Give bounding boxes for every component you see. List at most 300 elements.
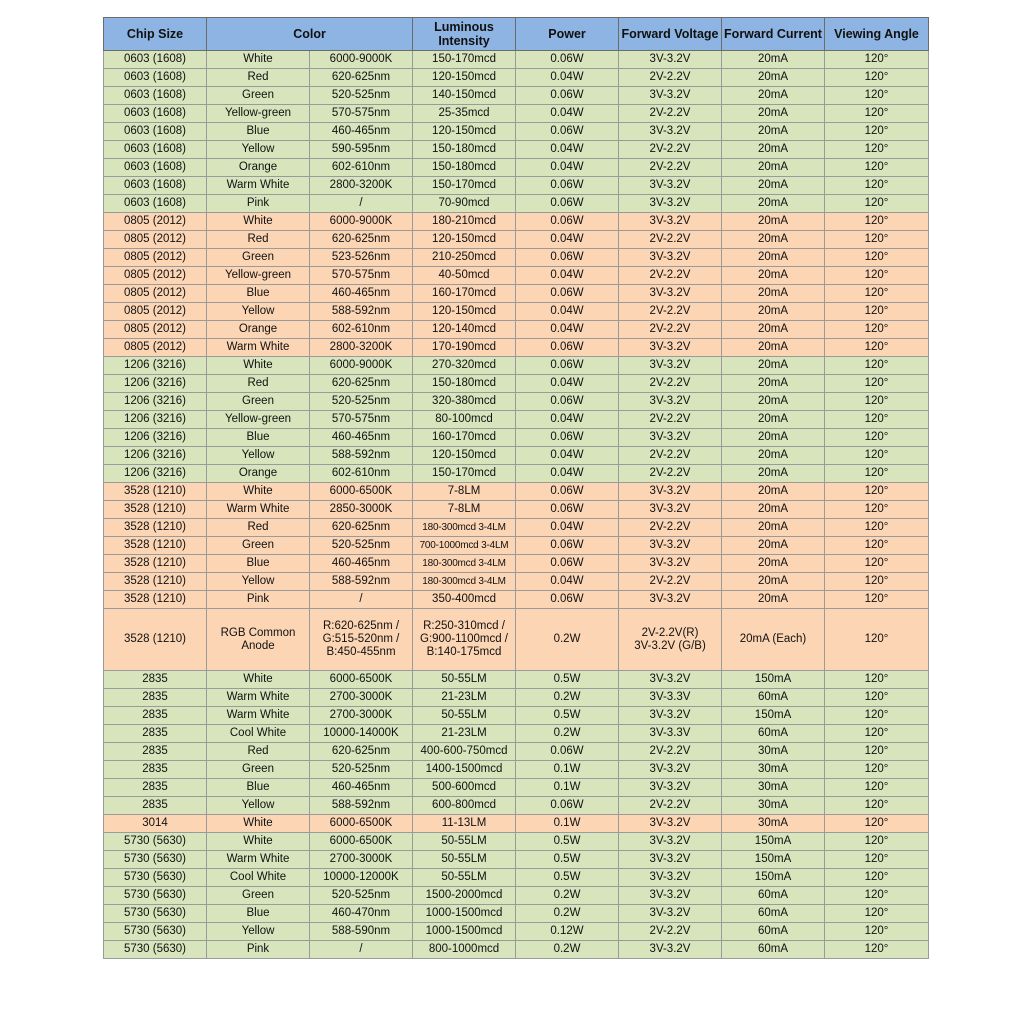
color-name-cell: Yellow xyxy=(207,797,310,815)
viewing-angle-cell: 120° xyxy=(825,887,929,905)
power-cell: 0.5W xyxy=(516,851,619,869)
color-name-cell: Cool White xyxy=(207,725,310,743)
power-cell: 0.06W xyxy=(516,429,619,447)
forward-current-cell: 150mA xyxy=(722,869,825,887)
table-row xyxy=(104,941,929,959)
header-luminous-intensity-label: Luminous Intensity xyxy=(434,20,494,48)
forward-current-cell: 20mA xyxy=(722,375,825,393)
color-name-cell: Red xyxy=(207,69,310,87)
viewing-angle-cell: 120° xyxy=(825,51,929,69)
luminous-intensity-cell: 11-13LM xyxy=(413,815,516,833)
color-spec-cell: 10000-12000K xyxy=(310,869,413,887)
forward-voltage-cell: 3V-3.2V xyxy=(619,87,722,105)
color-name-cell: Red xyxy=(207,231,310,249)
viewing-angle-cell: 120° xyxy=(825,339,929,357)
power-cell: 0.5W xyxy=(516,869,619,887)
power-cell: 0.04W xyxy=(516,267,619,285)
table-row xyxy=(104,573,929,591)
forward-voltage-cell: 3V-3.2V xyxy=(619,285,722,303)
forward-current-cell: 30mA xyxy=(722,743,825,761)
power-cell: 0.06W xyxy=(516,177,619,195)
color-spec-cell: 2700-3000K xyxy=(310,851,413,869)
forward-voltage-cell: 3V-3.2V xyxy=(619,339,722,357)
power-cell: 0.06W xyxy=(516,483,619,501)
luminous-intensity-cell: 120-150mcd xyxy=(413,447,516,465)
table-row xyxy=(104,519,929,537)
luminous-intensity-cell: 150-180mcd xyxy=(413,141,516,159)
luminous-intensity-cell: 160-170mcd xyxy=(413,429,516,447)
color-name-cell: Yellow-green xyxy=(207,411,310,429)
forward-voltage-cell: 3V-3.2V xyxy=(619,357,722,375)
forward-voltage-cell: 2V-2.2V xyxy=(619,105,722,123)
luminous-intensity-cell: 120-150mcd xyxy=(413,231,516,249)
forward-voltage-cell: 3V-3.2V xyxy=(619,707,722,725)
table-row xyxy=(104,833,929,851)
power-cell: 0.04W xyxy=(516,519,619,537)
color-spec-cell: 6000-6500K xyxy=(310,483,413,501)
viewing-angle-cell: 120° xyxy=(825,267,929,285)
luminous-intensity-cell: 25-35mcd xyxy=(413,105,516,123)
color-spec-cell: 588-592nm xyxy=(310,303,413,321)
forward-current-cell: 20mA xyxy=(722,123,825,141)
chip-size-cell: 1206 (3216) xyxy=(104,429,207,447)
table-row xyxy=(104,303,929,321)
power-cell: 0.06W xyxy=(516,555,619,573)
viewing-angle-cell: 120° xyxy=(825,321,929,339)
viewing-angle-cell: 120° xyxy=(825,159,929,177)
chip-size-cell: 3528 (1210) xyxy=(104,555,207,573)
luminous-intensity-cell: 1000-1500mcd xyxy=(413,923,516,941)
luminous-intensity-cell: 80-100mcd xyxy=(413,411,516,429)
forward-voltage-cell: 2V-2.2V xyxy=(619,303,722,321)
forward-current-cell: 20mA xyxy=(722,213,825,231)
color-name-cell: Orange xyxy=(207,465,310,483)
color-name-cell: Green xyxy=(207,393,310,411)
color-name-cell: Blue xyxy=(207,285,310,303)
luminous-intensity-cell: 320-380mcd xyxy=(413,393,516,411)
chip-size-cell: 0603 (1608) xyxy=(104,123,207,141)
forward-current-cell: 150mA xyxy=(722,707,825,725)
luminous-intensity-cell: 50-55LM xyxy=(413,671,516,689)
power-cell: 0.04W xyxy=(516,141,619,159)
forward-voltage-cell: 2V-2.2V xyxy=(619,447,722,465)
viewing-angle-cell: 120° xyxy=(825,69,929,87)
chip-size-cell: 5730 (5630) xyxy=(104,905,207,923)
luminous-intensity-cell: 180-300mcd 3-4LM xyxy=(413,555,516,573)
color-spec-cell: 620-625nm xyxy=(310,69,413,87)
color-name-cell: Warm White xyxy=(207,177,310,195)
viewing-angle-cell: 120° xyxy=(825,519,929,537)
table-row xyxy=(104,87,929,105)
forward-voltage-cell: 2V-2.2V xyxy=(619,375,722,393)
color-name-cell: Green xyxy=(207,761,310,779)
viewing-angle-cell: 120° xyxy=(825,195,929,213)
luminous-intensity-cell: 21-23LM xyxy=(413,725,516,743)
table-row xyxy=(104,869,929,887)
viewing-angle-cell: 120° xyxy=(825,429,929,447)
color-name-cell: White xyxy=(207,483,310,501)
forward-voltage-cell: 3V-3.2V xyxy=(619,671,722,689)
table-row xyxy=(104,339,929,357)
forward-voltage-cell: 3V-3.2V xyxy=(619,501,722,519)
forward-current-cell: 20mA xyxy=(722,303,825,321)
table-row xyxy=(104,887,929,905)
table-row xyxy=(104,555,929,573)
color-spec-cell: 588-592nm xyxy=(310,797,413,815)
chip-size-cell: 2835 xyxy=(104,725,207,743)
forward-current-cell: 20mA xyxy=(722,447,825,465)
forward-voltage-cell: 3V-3.2V xyxy=(619,123,722,141)
color-name-cell: Pink xyxy=(207,195,310,213)
luminous-intensity-cell: 400-600-750mcd xyxy=(413,743,516,761)
color-name-cell: Warm White xyxy=(207,501,310,519)
forward-voltage-cell: 3V-3.2V xyxy=(619,815,722,833)
forward-current-cell: 60mA xyxy=(722,923,825,941)
power-cell: 0.1W xyxy=(516,779,619,797)
chip-size-cell: 0805 (2012) xyxy=(104,231,207,249)
color-spec-cell: 460-465nm xyxy=(310,779,413,797)
table-row xyxy=(104,429,929,447)
luminous-intensity-cell: 21-23LM xyxy=(413,689,516,707)
color-name-cell: Cool White xyxy=(207,869,310,887)
color-name-cell: Yellow xyxy=(207,447,310,465)
color-name-cell: Orange xyxy=(207,321,310,339)
viewing-angle-cell: 120° xyxy=(825,213,929,231)
power-cell: 0.2W xyxy=(516,609,619,671)
table-row xyxy=(104,357,929,375)
viewing-angle-cell: 120° xyxy=(825,689,929,707)
forward-current-cell: 150mA xyxy=(722,851,825,869)
color-name-cell: Blue xyxy=(207,555,310,573)
color-spec-cell: 570-575nm xyxy=(310,267,413,285)
power-cell: 0.06W xyxy=(516,501,619,519)
chip-size-cell: 5730 (5630) xyxy=(104,851,207,869)
power-cell: 0.5W xyxy=(516,707,619,725)
forward-current-cell: 20mA xyxy=(722,465,825,483)
table-row xyxy=(104,465,929,483)
power-cell: 0.06W xyxy=(516,195,619,213)
table-row xyxy=(104,375,929,393)
power-cell: 0.5W xyxy=(516,671,619,689)
power-cell: 0.1W xyxy=(516,761,619,779)
forward-voltage-cell: 2V-2.2V xyxy=(619,743,722,761)
forward-current-cell: 30mA xyxy=(722,815,825,833)
color-name-cell: White xyxy=(207,357,310,375)
power-cell: 0.2W xyxy=(516,689,619,707)
header-chip-size: Chip Size xyxy=(104,18,207,51)
forward-voltage-cell: 3V-3.3V xyxy=(619,725,722,743)
color-name-cell: Red xyxy=(207,519,310,537)
color-spec-cell: 6000-6500K xyxy=(310,671,413,689)
forward-current-cell: 20mA xyxy=(722,321,825,339)
table-row xyxy=(104,923,929,941)
chip-size-cell: 1206 (3216) xyxy=(104,357,207,375)
power-cell: 0.06W xyxy=(516,213,619,231)
chip-size-cell: 3528 (1210) xyxy=(104,573,207,591)
luminous-intensity-cell: 40-50mcd xyxy=(413,267,516,285)
viewing-angle-cell: 120° xyxy=(825,375,929,393)
power-cell: 0.06W xyxy=(516,123,619,141)
forward-current-cell: 30mA xyxy=(722,779,825,797)
luminous-intensity-cell: 500-600mcd xyxy=(413,779,516,797)
luminous-intensity-cell: 1000-1500mcd xyxy=(413,905,516,923)
color-spec-cell: 460-465nm xyxy=(310,123,413,141)
power-cell: 0.04W xyxy=(516,465,619,483)
luminous-intensity-cell: 350-400mcd xyxy=(413,591,516,609)
table-row xyxy=(104,779,929,797)
power-cell: 0.06W xyxy=(516,393,619,411)
color-name-cell: Pink xyxy=(207,941,310,959)
viewing-angle-cell: 120° xyxy=(825,761,929,779)
forward-voltage-cell: 3V-3.2V xyxy=(619,177,722,195)
forward-current-cell: 20mA xyxy=(722,159,825,177)
luminous-intensity-cell: 120-150mcd xyxy=(413,303,516,321)
forward-voltage-cell: 2V-2.2V xyxy=(619,519,722,537)
chip-size-cell: 5730 (5630) xyxy=(104,869,207,887)
table-row xyxy=(104,609,929,671)
power-cell: 0.06W xyxy=(516,743,619,761)
table-row xyxy=(104,591,929,609)
forward-current-cell: 20mA xyxy=(722,357,825,375)
luminous-intensity-cell: R:250-310mcd / G:900-1100mcd / B:140-175mcd xyxy=(413,609,516,671)
color-spec-cell: 570-575nm xyxy=(310,411,413,429)
chip-size-cell: 5730 (5630) xyxy=(104,833,207,851)
luminous-intensity-cell: 800-1000mcd xyxy=(413,941,516,959)
table-row xyxy=(104,707,929,725)
luminous-intensity-cell: 150-170mcd xyxy=(413,465,516,483)
viewing-angle-cell: 120° xyxy=(825,815,929,833)
chip-size-cell: 1206 (3216) xyxy=(104,465,207,483)
viewing-angle-cell: 120° xyxy=(825,87,929,105)
table-row xyxy=(104,815,929,833)
viewing-angle-cell: 120° xyxy=(825,141,929,159)
forward-voltage-cell: 3V-3.2V xyxy=(619,555,722,573)
power-cell: 0.04W xyxy=(516,375,619,393)
color-spec-cell: / xyxy=(310,941,413,959)
color-name-cell: Warm White xyxy=(207,851,310,869)
chip-size-cell: 3014 xyxy=(104,815,207,833)
luminous-intensity-cell: 50-55LM xyxy=(413,869,516,887)
forward-current-cell: 20mA xyxy=(722,555,825,573)
color-name-cell: Warm White xyxy=(207,339,310,357)
luminous-intensity-cell: 50-55LM xyxy=(413,707,516,725)
forward-voltage-cell: 3V-3.2V xyxy=(619,249,722,267)
forward-voltage-cell: 2V-2.2V xyxy=(619,141,722,159)
forward-current-cell: 30mA xyxy=(722,761,825,779)
color-name-cell: Green xyxy=(207,249,310,267)
color-spec-cell: 520-525nm xyxy=(310,887,413,905)
chip-size-cell: 0805 (2012) xyxy=(104,303,207,321)
forward-current-cell: 20mA xyxy=(722,105,825,123)
forward-voltage-cell: 3V-3.2V xyxy=(619,761,722,779)
color-name-cell: White xyxy=(207,213,310,231)
power-cell: 0.04W xyxy=(516,69,619,87)
header-row xyxy=(104,18,929,51)
luminous-intensity-cell: 70-90mcd xyxy=(413,195,516,213)
table-row xyxy=(104,123,929,141)
color-spec-cell: 602-610nm xyxy=(310,465,413,483)
viewing-angle-cell: 120° xyxy=(825,591,929,609)
color-name-cell: Blue xyxy=(207,429,310,447)
power-cell: 0.06W xyxy=(516,797,619,815)
chip-size-cell: 0603 (1608) xyxy=(104,87,207,105)
table-row xyxy=(104,51,929,69)
table-body xyxy=(104,51,929,959)
luminous-intensity-cell: 180-210mcd xyxy=(413,213,516,231)
table-row xyxy=(104,761,929,779)
viewing-angle-cell: 120° xyxy=(825,411,929,429)
forward-voltage-cell: 2V-2.2V xyxy=(619,231,722,249)
forward-current-cell: 20mA xyxy=(722,267,825,285)
luminous-intensity-cell: 160-170mcd xyxy=(413,285,516,303)
power-cell: 0.2W xyxy=(516,725,619,743)
chip-size-cell: 1206 (3216) xyxy=(104,411,207,429)
power-cell: 0.12W xyxy=(516,923,619,941)
forward-voltage-cell: 3V-3.2V xyxy=(619,483,722,501)
table-row xyxy=(104,689,929,707)
color-spec-cell: 6000-9000K xyxy=(310,213,413,231)
color-name-cell: Green xyxy=(207,87,310,105)
color-spec-cell: 2700-3000K xyxy=(310,707,413,725)
color-name-cell: Blue xyxy=(207,123,310,141)
chip-size-cell: 2835 xyxy=(104,671,207,689)
table-row xyxy=(104,141,929,159)
luminous-intensity-cell: 140-150mcd xyxy=(413,87,516,105)
forward-current-cell: 60mA xyxy=(722,905,825,923)
color-spec-cell: R:620-625nm / G:515-520nm / B:450-455nm xyxy=(310,609,413,671)
forward-voltage-cell: 2V-2.2V xyxy=(619,411,722,429)
table-row xyxy=(104,69,929,87)
viewing-angle-cell: 120° xyxy=(825,231,929,249)
color-spec-cell: 620-625nm xyxy=(310,519,413,537)
power-cell: 0.06W xyxy=(516,249,619,267)
color-name-cell: Green xyxy=(207,537,310,555)
color-spec-cell: 520-525nm xyxy=(310,393,413,411)
viewing-angle-cell: 120° xyxy=(825,725,929,743)
viewing-angle-cell: 120° xyxy=(825,249,929,267)
forward-voltage-cell: 3V-3.2V xyxy=(619,779,722,797)
header-forward-current: Forward Current xyxy=(722,18,825,51)
chip-size-cell: 3528 (1210) xyxy=(104,519,207,537)
chip-size-cell: 1206 (3216) xyxy=(104,447,207,465)
power-cell: 0.06W xyxy=(516,285,619,303)
viewing-angle-cell: 120° xyxy=(825,743,929,761)
forward-voltage-cell: 2V-2.2V(R) 3V-3.2V (G/B) xyxy=(619,609,722,671)
color-spec-cell: 520-525nm xyxy=(310,537,413,555)
chip-size-cell: 0805 (2012) xyxy=(104,267,207,285)
forward-current-cell: 150mA xyxy=(722,833,825,851)
viewing-angle-cell: 120° xyxy=(825,177,929,195)
viewing-angle-cell: 120° xyxy=(825,537,929,555)
forward-current-cell: 20mA xyxy=(722,537,825,555)
color-name-cell: Warm White xyxy=(207,707,310,725)
color-spec-cell: 2800-3200K xyxy=(310,177,413,195)
forward-current-cell: 20mA xyxy=(722,285,825,303)
viewing-angle-cell: 120° xyxy=(825,105,929,123)
viewing-angle-cell: 120° xyxy=(825,905,929,923)
table-row xyxy=(104,537,929,555)
table-row xyxy=(104,671,929,689)
power-cell: 0.06W xyxy=(516,537,619,555)
forward-current-cell: 20mA xyxy=(722,249,825,267)
forward-current-cell: 60mA xyxy=(722,887,825,905)
viewing-angle-cell: 120° xyxy=(825,869,929,887)
color-spec-cell: 588-590nm xyxy=(310,923,413,941)
chip-size-cell: 0805 (2012) xyxy=(104,249,207,267)
chip-size-cell: 0603 (1608) xyxy=(104,105,207,123)
viewing-angle-cell: 120° xyxy=(825,851,929,869)
power-cell: 0.06W xyxy=(516,339,619,357)
power-cell: 0.04W xyxy=(516,321,619,339)
luminous-intensity-cell: 150-180mcd xyxy=(413,375,516,393)
viewing-angle-cell: 120° xyxy=(825,303,929,321)
color-spec-cell: 460-470nm xyxy=(310,905,413,923)
color-name-cell: Yellow xyxy=(207,303,310,321)
power-cell: 0.06W xyxy=(516,357,619,375)
table-row xyxy=(104,195,929,213)
color-spec-cell: 2700-3000K xyxy=(310,689,413,707)
luminous-intensity-cell: 210-250mcd xyxy=(413,249,516,267)
luminous-intensity-cell: 180-300mcd 3-4LM xyxy=(413,519,516,537)
viewing-angle-cell: 120° xyxy=(825,501,929,519)
forward-current-cell: 20mA xyxy=(722,411,825,429)
viewing-angle-cell: 120° xyxy=(825,671,929,689)
forward-current-cell: 20mA xyxy=(722,69,825,87)
color-spec-cell: 6000-9000K xyxy=(310,51,413,69)
header-color: Color xyxy=(207,18,413,51)
viewing-angle-cell: 120° xyxy=(825,555,929,573)
chip-size-cell: 2835 xyxy=(104,743,207,761)
forward-voltage-cell: 3V-3.2V xyxy=(619,537,722,555)
color-spec-cell: 602-610nm xyxy=(310,159,413,177)
table-row xyxy=(104,797,929,815)
table-row xyxy=(104,177,929,195)
color-name-cell: Pink xyxy=(207,591,310,609)
color-name-cell: Warm White xyxy=(207,689,310,707)
luminous-intensity-cell: 120-150mcd xyxy=(413,123,516,141)
chip-size-cell: 5730 (5630) xyxy=(104,923,207,941)
chip-size-cell: 1206 (3216) xyxy=(104,393,207,411)
table-row xyxy=(104,285,929,303)
viewing-angle-cell: 120° xyxy=(825,797,929,815)
forward-current-cell: 20mA xyxy=(722,501,825,519)
color-spec-cell: 602-610nm xyxy=(310,321,413,339)
forward-voltage-cell: 3V-3.2V xyxy=(619,429,722,447)
forward-voltage-cell: 2V-2.2V xyxy=(619,321,722,339)
forward-current-cell: 60mA xyxy=(722,725,825,743)
color-spec-cell: 10000-14000K xyxy=(310,725,413,743)
chip-size-cell: 2835 xyxy=(104,707,207,725)
forward-voltage-cell: 2V-2.2V xyxy=(619,573,722,591)
forward-current-cell: 20mA xyxy=(722,429,825,447)
color-spec-cell: 520-525nm xyxy=(310,761,413,779)
color-name-cell: Yellow xyxy=(207,141,310,159)
chip-size-cell: 3528 (1210) xyxy=(104,609,207,671)
table-row xyxy=(104,725,929,743)
luminous-intensity-cell: 7-8LM xyxy=(413,483,516,501)
power-cell: 0.5W xyxy=(516,833,619,851)
forward-voltage-cell: 2V-2.2V xyxy=(619,923,722,941)
viewing-angle-cell: 120° xyxy=(825,393,929,411)
color-spec-cell: 570-575nm xyxy=(310,105,413,123)
color-spec-cell: 460-465nm xyxy=(310,285,413,303)
color-name-cell: White xyxy=(207,671,310,689)
luminous-intensity-cell: 120-140mcd xyxy=(413,321,516,339)
color-name-cell: RGB Common Anode xyxy=(207,609,310,671)
power-cell: 0.04W xyxy=(516,231,619,249)
forward-voltage-cell: 3V-3.2V xyxy=(619,851,722,869)
forward-voltage-cell: 3V-3.2V xyxy=(619,195,722,213)
